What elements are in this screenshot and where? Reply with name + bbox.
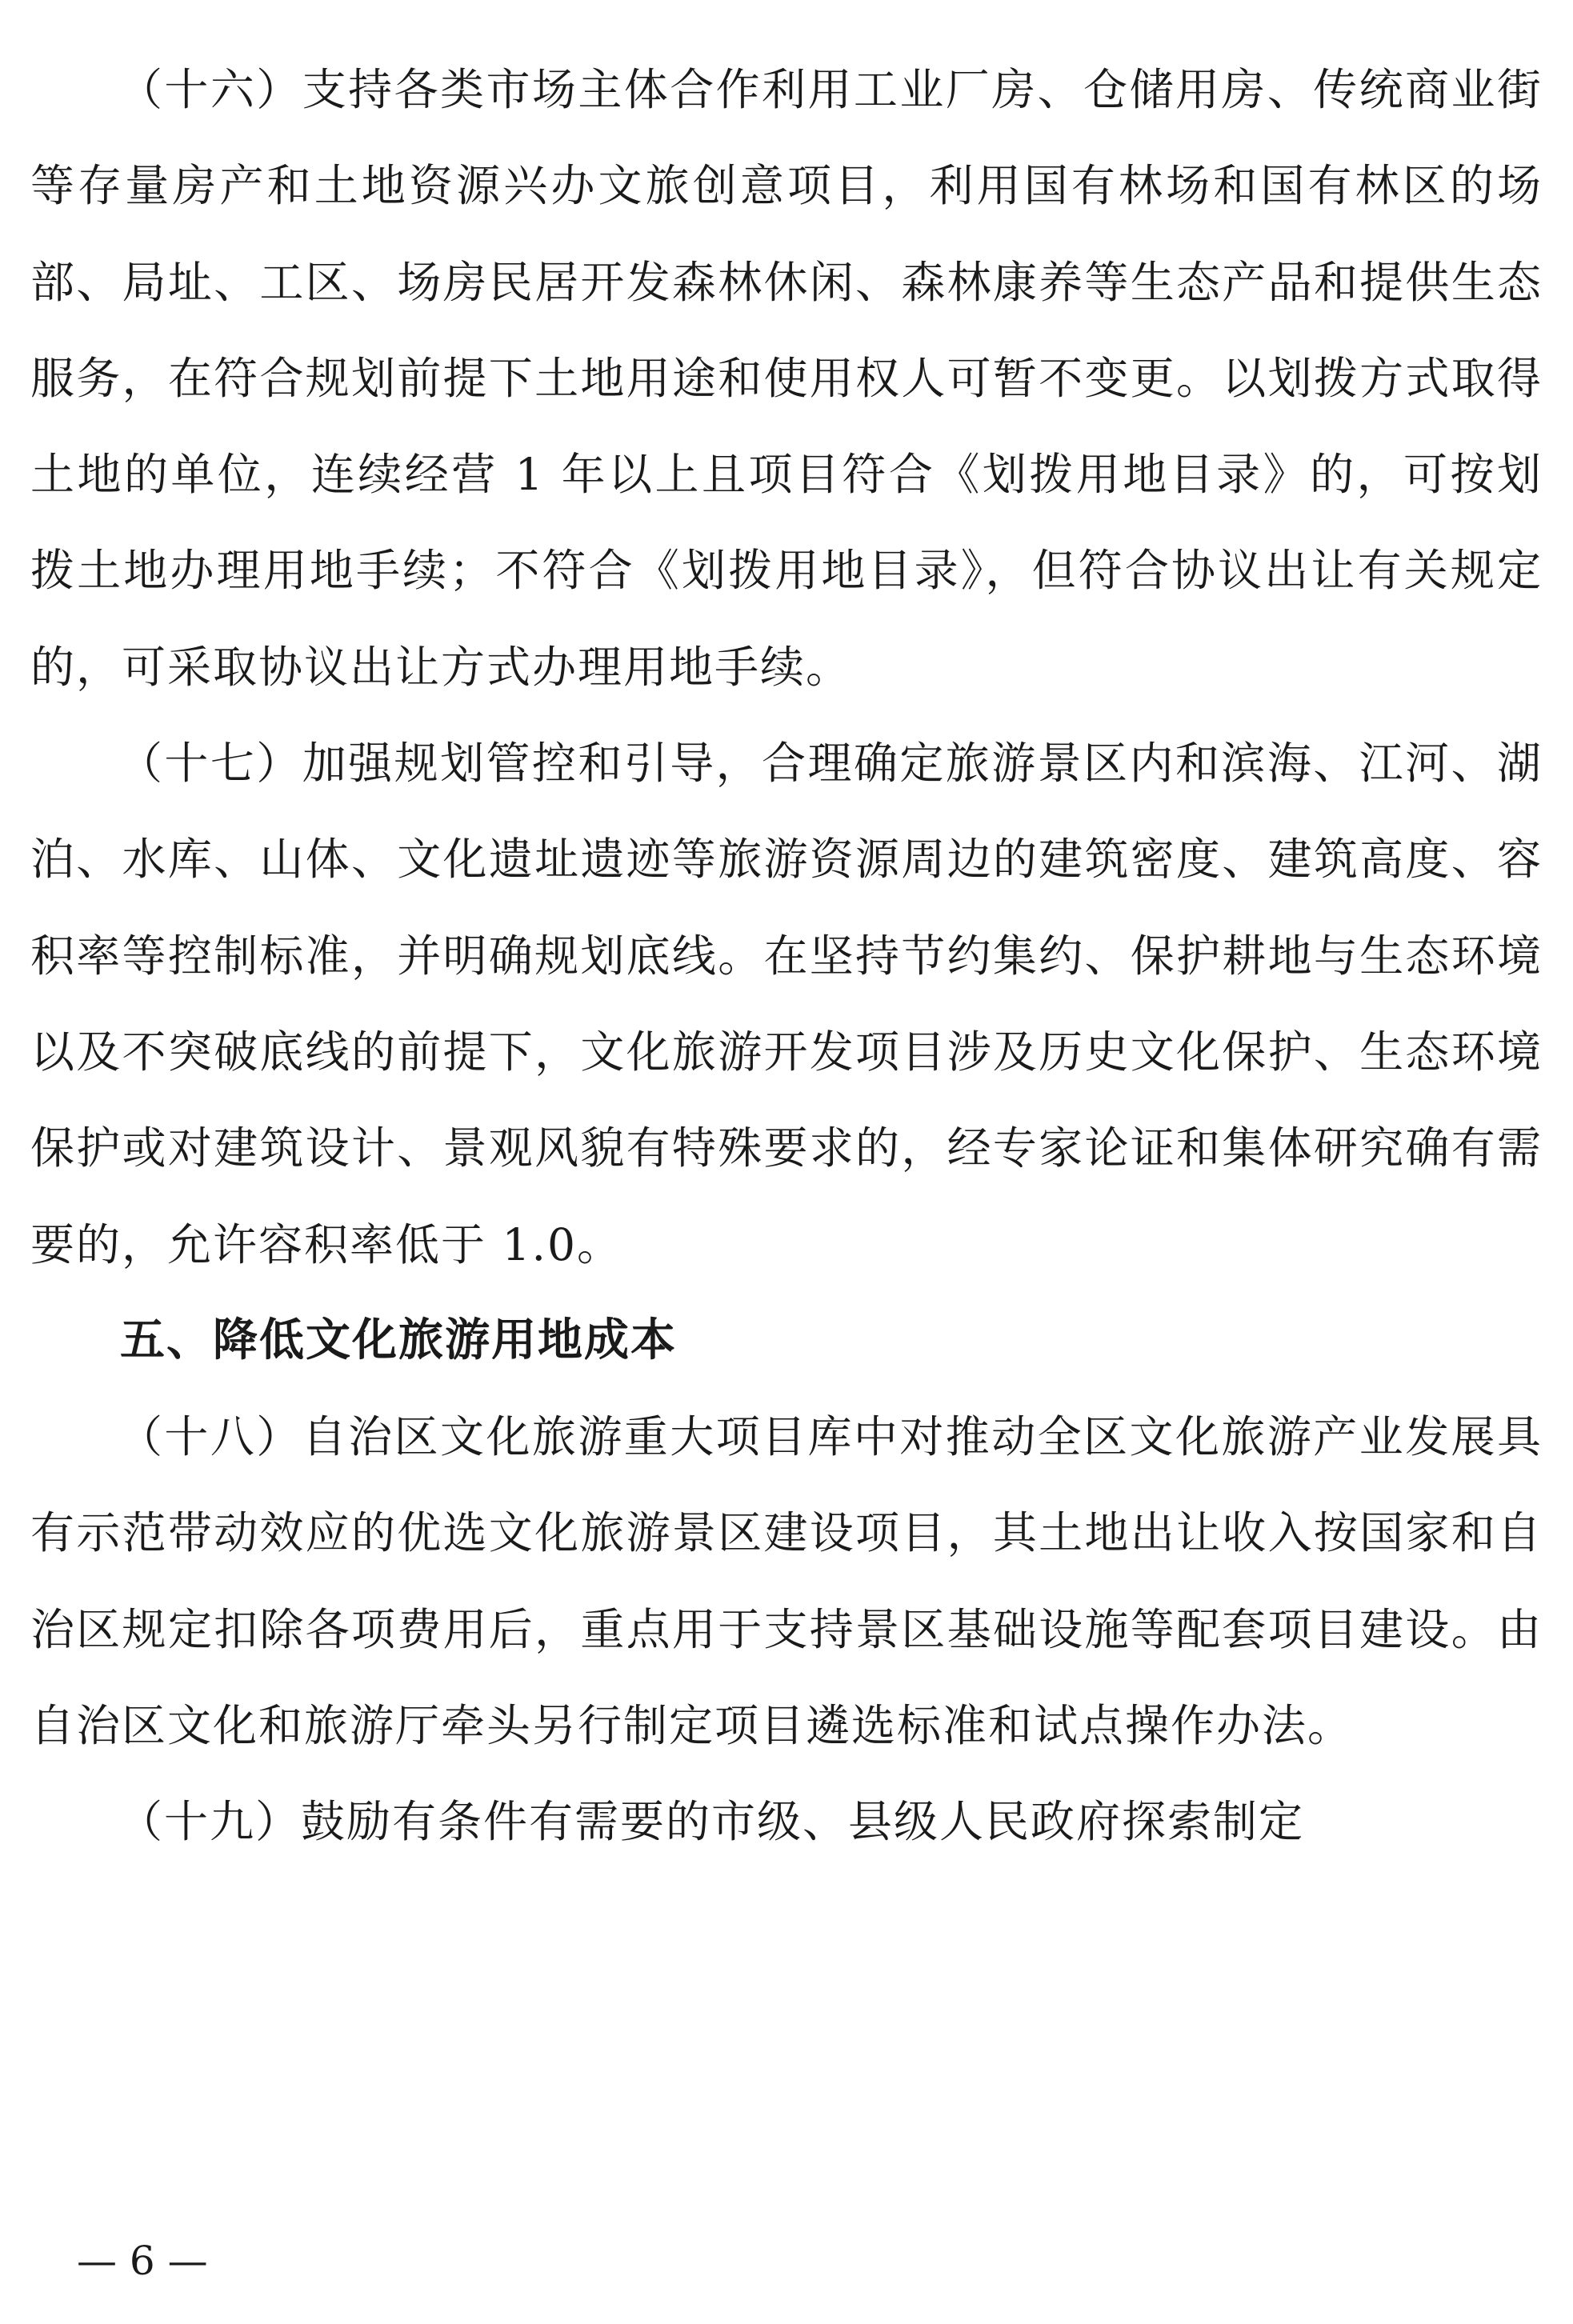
section-heading-5: 五、降低文化旅游用地成本 xyxy=(120,1314,677,1366)
paragraph-18: （十八）自治区文化旅游重大项目库中对推动全区文化旅游产业发展具有示范带动效应的优选文化旅游景区建设项目，其土地出让收入按国家和自治区规定扣除各项费用后，重点用于支持景区基础设施等配套项目建设。由自治区文化和旅游厅牵头另行制定项目遴选标准和试点操作办法。 xyxy=(30,1411,1543,1752)
page-number: — 6 — xyxy=(77,2238,208,2284)
paragraph-16: （十六）支持各类市场主体合作利用工业厂房、仓储用房、传统商业街等存量房产和土地资源兴办文旅创意项目，利用国有林场和国有林区的场部、局址、工区、场房民居开发森林休闲、森林康养等生态产品和提供生态服务，在符合规划前提下土地用途和使用权人可暂不变更。以划拨方式取得土地的单位，连续经营 1 年以上且项目符合《划拨用地目录》的，可按划拨土地办理用地手续；不符合《划拨用地目录》，但符合协议出让有关规定的，可采取协议出让方式办理用地手续。 xyxy=(30,64,1543,693)
paragraph-19: （十九）鼓励有条件有需要的市级、县级人民政府探索制定 xyxy=(118,1796,1305,1848)
document-body xyxy=(30,42,1543,1870)
paragraph-17: （十七）加强规划管控和引导，合理确定旅游景区内和滨海、江河、湖泊、水库、山体、文化遗址遗迹等旅游资源周边的建筑密度、建筑高度、容积率等控制标准，并明确规划底线。在坚持节约集约、保护耕地与生态环境以及不突破底线的前提下，文化旅游开发项目涉及历史文化保护、生态环境保护或对建筑设计、景观风貌有特殊要求的，经专家论证和集体研究确有需要的，允许容积率低于 1.0。 xyxy=(30,738,1543,1270)
